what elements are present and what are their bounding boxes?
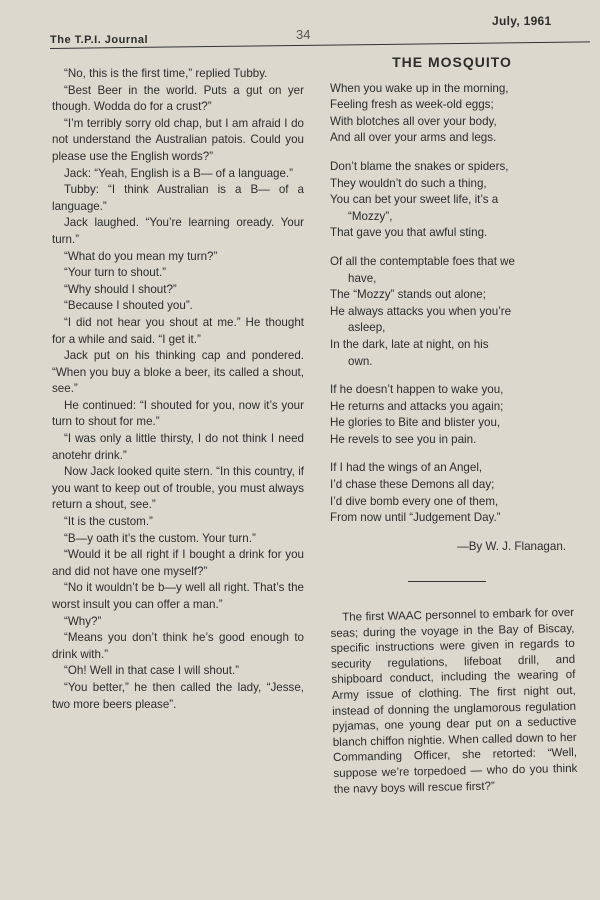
poem-line: The “Mozzy” stands out alone; (330, 288, 486, 302)
poem-line: I’d dive bomb every one of them, (330, 494, 499, 508)
story-paragraph: “Would it be all right if I bought a drink for you and did not have one myself?” (52, 548, 304, 578)
story-paragraph: “You better,” he then called the lady, “Jesse, two more beers please”. (52, 680, 304, 711)
poem-line: asleep, (348, 321, 386, 335)
story-paragraph: He continued: “I shouted for you, now it’s your turn to shout for me.” (52, 398, 304, 429)
poem-stanza (330, 382, 574, 448)
journal-name: The T.P.I. Journal (50, 34, 149, 46)
poem-author: —By W. J. Flanagan. (457, 539, 566, 553)
poem-line: He glories to Bite and blister you, (330, 416, 501, 430)
poem-stanza (330, 460, 574, 526)
poem-stanza (330, 159, 574, 242)
poem-line: Of all the contemptable foes that we (330, 254, 515, 268)
story-paragraph: “No, this is the first time,” replied Tubby. (64, 67, 268, 80)
poem-line: I’d chase these Demons all day; (330, 478, 495, 492)
story-paragraph: “I did not hear you shout at me.” He thought for a while and said. “I get it.” (52, 315, 304, 346)
story-paragraph: “Best Beer in the world. Puts a gut on yer though. Wodda do for a crust?” (52, 83, 304, 114)
section-divider (408, 581, 486, 582)
poem-line: That gave you that awful sting. (330, 226, 488, 240)
anecdote-paragraph: The first WAAC personnel to embark for over seas; during the voyage in the Bay of Biscay, specific instructions were given in regards to security regulations, lifeboat drill, and shipboard conduct, including the wearing of Army issue of clothing. The first night out, instead of donning the unglamorous regulation pyjamas, one young dear put on a seductive blanch chiffon nightie. When called down to her Commanding Officer, she retorted: “Well, suppose we’re torpedoed — who do you think the navy boys will rescue first?” (330, 606, 578, 796)
story-column (52, 66, 304, 713)
poem-line: He revels to see you in pain. (330, 432, 477, 446)
poem-line: They wouldn’t do such a thing, (330, 176, 487, 190)
story-paragraph: “Oh! Well in that case I will shout.” (64, 664, 240, 678)
story-paragraph: “What do you mean my turn?” (64, 249, 218, 263)
story-paragraph: “Means you don’t think he’s good enough to drink with.” (52, 631, 304, 661)
story-paragraph: “Why?” (64, 614, 102, 628)
story-paragraph: “Because I shouted you”. (64, 299, 193, 313)
story-paragraph: Jack: “Yeah, English is a B— of a language.” (64, 166, 294, 180)
story-paragraph: “B—y oath it’s the custom. Your turn.” (64, 531, 256, 545)
poem-line: And all over your arms and legs. (330, 131, 497, 145)
poem-line: With blotches all over your body, (330, 114, 497, 128)
story-paragraph: “No it wouldn’t be b—y well all right. That’s the worst insult you can offer a man.” (52, 581, 304, 611)
story-paragraph: “It is the custom.” (64, 515, 153, 529)
story-paragraph: “I’m terribly sorry old chap, but I am afraid I do not understand the Australian patois. Could you please use the English words?” (52, 116, 304, 163)
poem-line: He returns and attacks you again; (330, 399, 504, 413)
story-paragraph: “Why should I shout?” (64, 282, 177, 296)
poem-line: He always attacks you when you’re (330, 304, 512, 318)
poem-line: own. (348, 354, 373, 368)
poem-line: You can bet your sweet life, it’s a (330, 193, 499, 207)
poem-line: have, (348, 271, 377, 285)
poem-line: Don’t blame the snakes or spiders, (330, 159, 509, 173)
story-paragraph: Jack laughed. “You’re learning oready. Your turn.” (52, 216, 304, 246)
poem-stanza (330, 254, 574, 370)
story-paragraph: “I was only a little thirsty, I do not think I need anotehr drink.” (52, 432, 304, 462)
issue-date: July, 1961 (492, 14, 552, 28)
poem-line: From now until “Judgement Day.” (330, 511, 501, 525)
page-number: 34 (296, 27, 311, 42)
poem-line: If he doesn’t happen to wake you, (330, 383, 504, 397)
poem-column (330, 52, 578, 798)
poem-line: In the dark, late at night, on his (330, 337, 489, 351)
story-paragraph: “Your turn to shout.” (64, 266, 167, 280)
poem-stanza (330, 81, 574, 147)
story-paragraph: Now Jack looked quite stern. “In this country, if you want to keep out of trouble, you must always return a shout, see.” (52, 465, 304, 512)
story-paragraph: Tubby: “I think Australian is a B— of a language.” (52, 183, 304, 213)
story-paragraph: Jack put on his thinking cap and pondered. “When you buy a bloke a beer, its called a shout, see.” (52, 349, 304, 396)
poem-title: THE MOSQUITO (392, 54, 512, 70)
poem-line: When you wake up in the morning, (330, 81, 509, 95)
poem-line: Feeling fresh as week-old eggs; (330, 98, 494, 112)
poem-line: If I had the wings of an Angel, (330, 461, 483, 475)
poem-line: “Mozzy”, (348, 209, 393, 223)
